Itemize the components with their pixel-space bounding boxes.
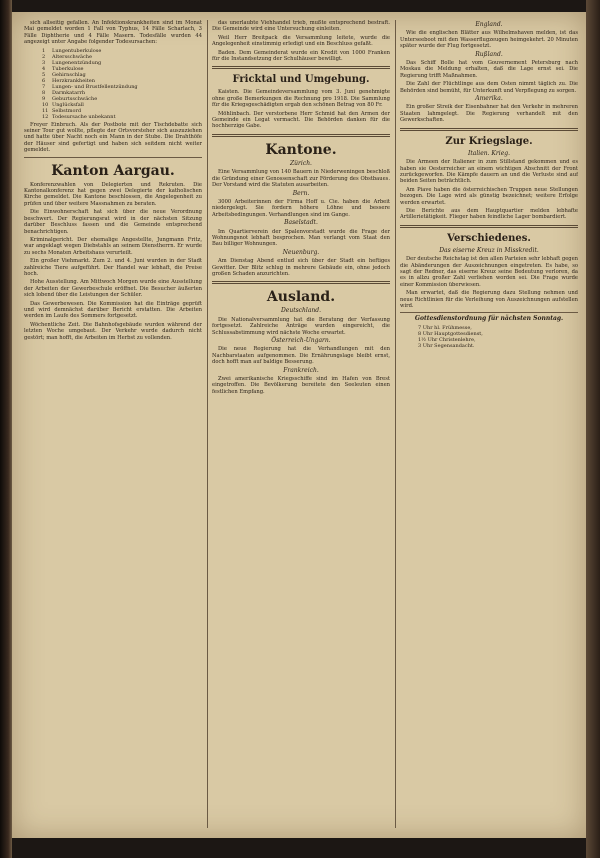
subheading: Zürich.: [290, 159, 312, 167]
subheading: Italien. Krieg.: [468, 149, 510, 157]
paragraph: Ein großer Streik der Eisenbahner hat den Verkehr in mehreren Staaten lahmgelegt. Die Regierung verhandelt mit den Gewerkschaften.: [400, 104, 578, 124]
section-heading: Kantone.: [265, 141, 337, 158]
list-item: 6 Herzkrankheiten: [42, 77, 95, 84]
paragraph: Zwei amerikanische Kriegsschiffe sind im Hafen von Brest eingetroffen. Die Bevölkerung bereitete den Seeleuten einen festlichen Empfang.: [212, 376, 390, 395]
divider: [400, 225, 578, 228]
subheading: Gottesdienstordnung für nächsten Sonntag.: [414, 315, 564, 323]
paragraph: Wie die englischen Blätter aus Wilhelmshaven melden, ist das Unterseeboot mit den Wasserflugzeugen heimgekehrt. 20 Minuten später wurde der Flug fortgesetzt.: [400, 30, 578, 50]
paragraph: Das Gewerbewesen. Die Kommission hat die Einträge geprüft und wird demnächst darüber Bericht erstatten. Die Arbeiten werden im Laufe des Sommers fortgesetzt.: [24, 300, 202, 320]
column-2: [212, 20, 390, 828]
paragraph: Möhlinbach. Der verstorbene Herr Schmid hat den Armen der Gemeinde ein Legat vermacht. Die Behörden danken für die hochherzige Gabe.: [212, 110, 390, 130]
paragraph: Der deutsche Reichstag ist den allen Parteien sehr lebhaft gegen die Abänderungen der Auszeichnungen eingetreten. Es habe, so sagt der Redner, das eiserne Kreuz seine Bedeutung verloren, da es in allzu großer Zahl verliehen worden sei. Die Frage wurde einer Kommission überwiesen.: [400, 256, 578, 288]
section-heading: Verschiedenes.: [447, 232, 531, 244]
paragraph: Eine Versammlung von 140 Bauern in Niederweningen beschloß die Gründung einer Genossenschaft zur Förderung des Obstbaues. Der Vorstand wird die Statuten ausarbeiten.: [212, 169, 390, 189]
divider: [24, 157, 202, 158]
list-item: 3 Lungenentzündung: [42, 59, 102, 66]
subheading: Amerika.: [475, 95, 503, 103]
subheading: Neuenburg.: [282, 248, 320, 256]
paragraph: Die Zahl der Flüchtlinge aus dem Osten nimmt täglich zu. Die Behörden sind bemüht, für Unterkunft und Verpflegung zu sorgen.: [400, 81, 578, 94]
paragraph: Konferenzwahlen von Delegierten und Rekruten. Die Kantonalkonferenz hat gegen zwei Delegierte der katholischen Kirche gemeldet. Die Kantone beschlossen, die Angelegenheit zu prüfen und über weitere Massnahmen zu beraten.: [24, 181, 202, 207]
divider: [400, 128, 578, 131]
column-3: [400, 20, 578, 828]
paragraph: Die neue Regierung hat die Verhandlungen mit den Nachbarstaaten aufgenommen. Die Ernährungslage bleibt ernst, doch hofft man auf baldige Besserung.: [212, 346, 390, 366]
paragraph: Hohe Ausstellung. Am Mittwoch Morgen wurde eine Ausstellung der Arbeiten der Gewerbeschule eröffnet. Die Besucher äußerten sich lobend über die Leistungen der Schüler.: [24, 279, 202, 299]
page-stack-edge: [586, 0, 600, 858]
list-item: 5 Gehirnschlag: [42, 71, 86, 78]
divider: [212, 134, 390, 137]
paragraph: Kaisten. Die Gemeindeversammlung vom 3. Juni genehmigte ohne große Bemerkungen die Rechnung pro 1918. Die Sammlung für die Kriegsgeschädigten ergab den schönen Betrag von 80 Fr.: [212, 89, 390, 109]
paragraph: Die Armeen der Italiener in zum Stillstand gekommen und es haben sie Oesterreicher an einem wichtigen Abschnitt der Front zurückgeworfen. Die Kämpfe dauern an und die Verluste sind auf beiden Seiten beträchtlich.: [400, 159, 578, 185]
column-rule: [395, 20, 396, 828]
paragraph: Weil Herr Breitpack die Versammlung leitete, wurde die Angelegenheit einstimmig erledigt und ein Beschluss gefaßt.: [212, 34, 390, 48]
paragraph: Die Einwohnerschaft hat sich über die neue Verordnung beschwert. Der Regierungsrat wird in der nächsten Sitzung darüber Beschluss fassen und die Gemeinde entsprechend benachrichtigen.: [24, 209, 202, 235]
paragraph: Im Quartierverein der Spalenvorstadt wurde die Frage der Wohnungsnot lebhaft besprochen. Man verlangt vom Staat den Bau billiger Wohnungen.: [212, 228, 390, 248]
paragraph: Kriminalgericht. Der ehemalige Angestellte, Jungmann Fritz, war angeklagt wegen Diebstahls an seinem Dienstherrn. Er wurde zu sechs Monaten Arbeitshaus verurteilt.: [24, 236, 202, 256]
paragraph: 3000 Arbeiterinnen der Firma Hoff u. Cie. haben die Arbeit niedergelegt. Sie fordern höhere Löhne und bessere Arbeitsbedingungen. Verhandlungen sind im Gange.: [212, 198, 390, 218]
list-item: 10 Unglücksfall: [42, 101, 84, 108]
section-heading: Fricktal und Umgebung.: [232, 74, 370, 86]
list-item: 8 Uhr Hauptgottesdienst,: [418, 330, 483, 337]
list-item: 3 Uhr Segensandacht.: [418, 342, 475, 349]
subheading: Deutschland.: [280, 307, 322, 315]
paragraph: Baden. Dem Gemeinderat wurde ein Kredit von 1000 Franken für die Instandsetzung der Schulhäuser bewilligt.: [212, 49, 390, 63]
list-item: 9 Geburtsschwäche: [42, 95, 98, 102]
subheading: England.: [475, 21, 503, 28]
paragraph: das unerlaubte Viehhandel trieb, mußte entsprechend bestraft. Die Gemeinde wird eine Untersuchung einleiten.: [212, 20, 390, 33]
subheading: Rußland.: [475, 50, 503, 58]
paragraph: Wöchentliche Zeit. Die Bahnhofsgebäude wurden während der letzten Woche umgebaut. Der Verkehr wurde dadurch nicht gestört; man hofft, die Arbeiten im Herbst zu vollenden.: [24, 321, 202, 341]
divider: [212, 66, 390, 69]
subheading: Das eiserne Kreuz in Misskredit.: [439, 246, 539, 254]
paragraph: Die Nationalversammlung hat die Beratung der Verfassung fortgesetzt. Zahlreiche Anträge wurden eingereicht, die Schlussabstimmung wird nächste Woche erwartet.: [212, 316, 390, 336]
section-heading: Zur Kriegslage.: [445, 135, 533, 147]
service-list: [418, 325, 578, 349]
list-item: 1 Lungentuberkulose: [42, 47, 102, 54]
list-item: 11 Selbstmord: [42, 107, 82, 114]
list-item: 2 Altersschwäche: [42, 53, 92, 60]
section-heading: Ausland.: [266, 289, 336, 306]
paragraph: Ein großer Viehmarkt. Zum 2. und 4. Juni wurden in der Stadt zahlreiche Tiere aufgeführt. Der Handel war lebhaft, die Preise hoch.: [24, 258, 202, 277]
subheading: Bern.: [292, 189, 310, 197]
list-item: 7 Uhr hl. Frühmesse,: [418, 324, 472, 331]
subheading: Österreich-Ungarn.: [271, 337, 331, 344]
column-rule: [207, 20, 208, 828]
paragraph: Am Dienstag Abend entlud sich über der Stadt ein heftiges Gewitter. Der Blitz schlug in mehrere Gebäude ein, ohne jedoch großen Schaden anzurichten.: [212, 258, 390, 277]
paragraph: Man erwartet, daß die Regierung dazu Stellung nehmen und neue Richtlinien für die Verleihung von Auszeichnungen aufstellen wird.: [400, 290, 578, 309]
list-item: 4 Tuberkulose: [42, 65, 84, 72]
paragraph: Am Piave haben die österreichischen Truppen neue Stellungen bezogen. Die Lage wird als günstig bezeichnet; weitere Erfolge werden erwartet.: [400, 186, 578, 206]
divider: [212, 281, 390, 284]
column-1: [24, 20, 202, 828]
list-item: 8 Darmkatarrh: [42, 89, 86, 96]
paragraph: Freyer Einbruch. Als der Postbote mit der Tischdebatte sich seiner Tour gut wollte, pflegte der Ortsvorsteher sich auszuziehen und hatte über Nacht noch ein Mann in der Stube. Die Drahthöfe der Häuser sind gefertigt und haben sich seitdem nicht weiter gemeldet.: [24, 121, 202, 154]
newspaper-page: [12, 12, 586, 838]
list-item: 7 Lungen- und Brustfellentzündung: [42, 83, 138, 90]
paragraph: Das Schiff Bolle hat vom Gouvernement Petersburg nach Moskau die Meldung erhalten, daß die Lage ernst sei. Die Regierung trifft Maßnahmen.: [400, 60, 578, 79]
book-binding: [0, 0, 12, 858]
list-item: 12 Todesursache unbekannt: [42, 113, 116, 120]
paragraph: sich allseitig gefallen. An Infektionskrankheiten sind im Monat Mai gemeldet worden 1 Fall von Typhus, 14 Fälle Scharlach, 3 Fälle Diphtherie und 4 Fälle Masern. Todesfälle wurden 44 angezeigt unter Angabe folgender Todesursachen:: [24, 20, 202, 46]
list-item: 1½ Uhr Christenlehre,: [418, 336, 476, 343]
subheading: Frankreich.: [283, 366, 319, 374]
paragraph: Die Berichte aus dem Hauptquartier melden lebhafte Artillerietätigkeit. Flieger haben feindliche Lager bombardiert.: [400, 207, 578, 221]
subheading: Baselstadt.: [284, 219, 318, 227]
cause-list: [42, 48, 202, 120]
divider: [400, 312, 578, 313]
section-heading: Kanton Aargau.: [51, 162, 175, 179]
